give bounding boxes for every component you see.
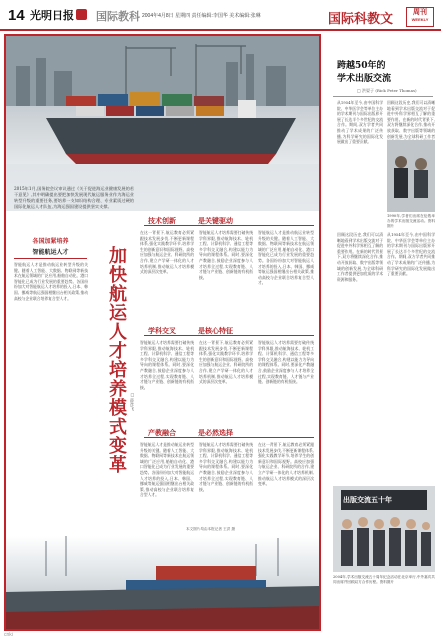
sidebar-photo-top xyxy=(387,140,435,212)
page-number: 14 xyxy=(8,7,25,24)
subheading-rule-3 xyxy=(144,437,314,438)
subheading-rule-1 xyxy=(144,225,314,226)
ship-hull xyxy=(46,118,296,154)
masthead xyxy=(0,0,441,30)
sidebar-title-line-2: 学术出版交流 xyxy=(337,74,392,84)
sidebar-body-1: 从1954年至今,由中国科学院、中华医学会等单位主办的学术期刊与国际出版界开展了长达半个多世纪的交流合作。期间,双方学者共同推动了学术成果的广泛传播,为科学研究的国际化发展做出了重要贡献。 xyxy=(337,100,383,145)
lead-paragraph: 2015年1月,国务院会议审议通过《关于促进海运业健康发展的若干意见》,其中明确提出要把加快发展现代航运服务业作为海运业转型升级的重要任务,要培养一支知识结构合理、专业素质过硬的国际化航运人才队伍,为海运强国建设提供坚实支撑。 xyxy=(14,186,134,209)
box-rule xyxy=(14,258,87,259)
masthead-rule xyxy=(0,29,441,31)
section-name: 国际教科 xyxy=(96,11,140,23)
column-banner xyxy=(322,6,434,26)
seal-icon xyxy=(76,9,87,20)
weekly-cn: 周刊 xyxy=(413,9,427,16)
subheading-1a: 技术创新 xyxy=(148,216,176,225)
body-column-5: 智能航运人才培养需要打破传统学科界限,推动航海技术、轮机工程、计算机科学、通信工程等多学科交叉融合,构建以能力为导向的课程体系。同时,要深化产教融合,鼓励企业深度参与人才培养全过程,实现教育链、人才链与产业链、创新链的有机衔接。 xyxy=(140,340,194,390)
sidebar-caption-top: 1990年,学者们出席在伦敦举办的学术出版交流活动。资料图片 xyxy=(387,214,435,228)
sidebar-body-2: 回顾这段历史,我们可以清晰地看到学术出版交流对于促进中外科学界相互了解的重要作用。在新的时代背景下,双方将继续深化合作,推动开放获取、数字出版等领域的创新发展,为全球科研工作者 xyxy=(387,100,435,139)
container-ship-illustration xyxy=(6,36,319,211)
sidebar-author: □ 洪晏子 (Rick Peter Thomas) xyxy=(357,88,417,93)
weekly-en: WEEKLY xyxy=(411,17,429,22)
weekly-badge xyxy=(406,7,434,27)
body-column-8: 智能航运人才是推动航运业转型升级的关键。随着人工智能、大数据、物联网等新技术在航运领域的广泛应用,船舶自动化、港口智能化已成为行业发展的重要趋势。各国纷纷加大对智能航运人才培养的投入,日本、韩国、挪威等航运强国相继出台相关政策,推动高校与企业联合培养复合型人才。 xyxy=(140,442,194,498)
column-name: 国际科教文 xyxy=(328,12,394,27)
subheading-2b: 是核心特征 xyxy=(198,326,233,335)
body-column-10: 在这一背景下,航运教育必须紧跟技术发展步伐,不断更新课程体系,强化实践教学环节,培养学生的创新意识和国际视野。高校应加强与航运企业、科研院所的合作,建立产学研一体化的人才培养机制,推动航运人才培养模式的深层次变革。 xyxy=(258,442,314,487)
photo-credit: 本文图片均由本报记者 王洪 摄 xyxy=(186,527,236,531)
people-illustration xyxy=(387,140,435,212)
paper-name: 光明日报 xyxy=(30,9,74,22)
subheading-3a: 产教融合 xyxy=(148,428,176,437)
sidebar-body-4: 从1954年至今,由中国科学院、中华医学会等单位主办的学术期刊与国际出版界开展了长达半个多世纪的交流合作。期间,双方学者共同推动了学术成果的广泛传播,为科学研究的国际化发展做出了重要贡献。 xyxy=(387,232,435,277)
ship-bridge xyxy=(238,100,256,118)
headline: 加快航运人才培养模式变革 xyxy=(106,246,127,474)
body-column-1: 智能航运人才是推动航运业转型升级的关键。随着人工智能、大数据、物联网等新技术在航运领域的广泛应用,船舶自动化、港口智能化已成为行业发展的重要趋势。各国纷纷加大对智能航运人才培养的投入,日本、韩国、挪威等航运强国相继出台相关政策,推动高校与企业联合培养复合型人才。 xyxy=(14,262,88,301)
subheading-3b: 是必然选择 xyxy=(198,428,233,437)
bottom-ship-photo xyxy=(6,536,319,629)
subheading-2a: 学科交叉 xyxy=(148,326,176,335)
paper-logo xyxy=(30,7,87,23)
sidebar-photo-bottom xyxy=(333,486,435,572)
sidebar-caption-bottom: 2004年,学术出版交流五十周年纪念活动在北京举行,中外嘉宾共同出席并回顾双方合作历程。资料图片 xyxy=(333,575,435,584)
subheading-rule-2 xyxy=(144,335,314,336)
body-column-9: 智能航运人才培养需要打破传统学科界限,推动航海技术、轮机工程、计算机科学、通信工程等多学科交叉融合,构建以能力为导向的课程体系。同时,要深化产教融合,鼓励企业深度参与人才培养全过程,实现教育链、人才链与产业链、创新链的有机衔接。 xyxy=(199,442,253,492)
sidebar-rule xyxy=(333,96,433,97)
sidebar-title xyxy=(337,60,391,86)
sidebar-body-3: 回顾这段历史,我们可以清晰地看到学术出版交流对于促进中外科学界相互了解的重要作用。在新的时代背景下,双方将继续深化合作,推动开放获取、数字出版等领域的创新发展,为全球科研工作者提供更加优质的学术资源和服务。 xyxy=(337,232,383,282)
footer-watermark: cnki xyxy=(4,632,13,638)
box-subtitle: 智能航运人才 xyxy=(32,249,69,256)
body-column-7: 智能航运人才培养需要打破传统学科界限,推动航海技术、轮机工程、计算机科学、通信工程等多学科交叉融合,构建以能力为导向的课程体系。同时,要深化产教融合,鼓励企业深度参与人才培养全过程,实现教育链、人才链与产业链、创新链的有机衔接。 xyxy=(258,340,314,385)
body-column-6: 在这一背景下,航运教育必须紧跟技术发展步伐,不断更新课程体系,强化实践教学环节,培养学生的创新意识和国际视野。高校应加强与航运企业、科研院所的合作,建立产学研一体化的人才培养机制,推动航运人才培养模式的深层次变革。 xyxy=(199,340,253,385)
hero-port-photo xyxy=(6,36,319,211)
issue-meta: 2004年4月8日 星期四 责任编辑:李国华 美术编辑:张琳 xyxy=(142,13,261,19)
banner-text: 出版交流五十年 xyxy=(343,495,392,504)
body-column-2: 在这一背景下,航运教育必须紧跟技术发展步伐,不断更新课程体系,强化实践教学环节,培养学生的创新意识和国际视野。高校应加强与航运企业、科研院所的合作,建立产学研一体化的人才培养机制,推动航运人才培养模式的深层次变革。 xyxy=(140,230,194,275)
main-article-frame xyxy=(4,34,321,631)
body-column-4: 智能航运人才是推动航运业转型升级的关键。随着人工智能、大数据、物联网等新技术在航运领域的广泛应用,船舶自动化、港口智能化已成为行业发展的重要趋势。各国纷纷加大对智能航运人才培养的投入,日本、韩国、挪威等航运强国相继出台相关政策,推动高校与企业联合培养复合型人才。 xyxy=(258,230,314,286)
ship-stern-illustration xyxy=(6,536,319,629)
article-author: □ 薛彦飞 xyxy=(130,392,135,411)
section-box xyxy=(14,236,87,258)
box-title: 各国加紧培养 xyxy=(32,238,69,245)
subheading-1b: 是关键驱动 xyxy=(198,216,233,225)
body-column-3: 智能航运人才培养需要打破传统学科界限,推动航海技术、轮机工程、计算机科学、通信工程等多学科交叉融合,构建以能力为导向的课程体系。同时,要深化产教融合,鼓励企业深度参与人才培养全过程,实现教育链、人才链与产业链、创新链的有机衔接。 xyxy=(199,230,253,280)
sidebar-title-line-1: 跨越50年的 xyxy=(337,61,386,71)
